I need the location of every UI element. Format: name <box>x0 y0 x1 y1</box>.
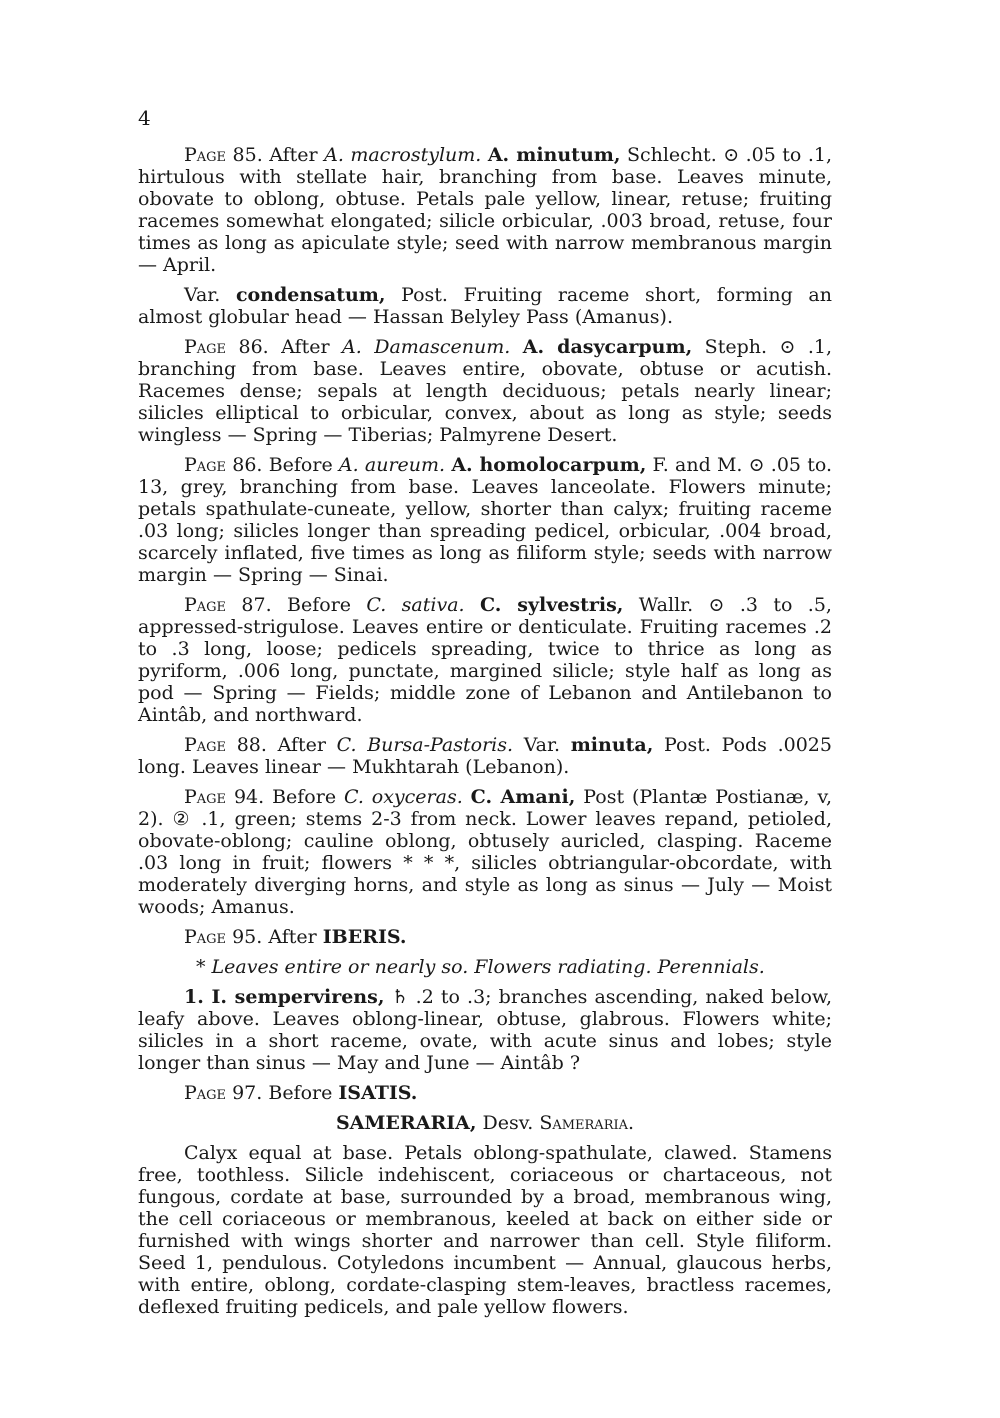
text-run: After <box>262 926 323 948</box>
paragraph-p11 <box>138 1082 832 1104</box>
text-run: ISATIS. <box>338 1082 418 1104</box>
text-run: Post. Pods .0025 long. Leaves linear — Mukhtarah (Lebanon). <box>138 734 832 778</box>
text-run: Page 87. <box>184 594 272 616</box>
text-run: Desv. <box>476 1112 540 1134</box>
text-run: Page 97. <box>184 1082 263 1104</box>
text-run <box>465 594 480 616</box>
text-run: C. Amani, <box>470 786 576 808</box>
paragraph-p8 <box>138 926 832 948</box>
text-run: Wallr. ⊙ .3 to .5, appressed-strigulose. Leaves entire or denticulate. Fruiting racemes .2 to .3 long, loose; pedicels spreading, twice to thrice as long as pyriform, .006 long, punctate, margined silicle; style half as long as pod — Spring — Fields; middle zone of Lebanon and Antilebanon to Aintâb, and northward. <box>138 594 832 726</box>
paragraph-p6 <box>138 734 832 778</box>
page-number: 4 <box>138 106 151 130</box>
text-run: Page 94. <box>184 786 265 808</box>
paragraph-p7 <box>138 786 832 918</box>
paragraph-p5 <box>138 594 832 726</box>
text-run: A. macrostylum. <box>324 144 482 166</box>
text-run: C. oxyceras. <box>343 786 463 808</box>
text-run: Before <box>262 454 339 476</box>
paragraph-p4 <box>138 454 832 586</box>
text-run: After <box>268 336 343 358</box>
text-run: IBERIS. <box>322 926 407 948</box>
text-run: A. aureum. <box>338 454 446 476</box>
paragraph-p3 <box>138 336 832 446</box>
text-run: F. and M. ⊙ .05 to. 13, grey, branching from base. Leaves lanceolate. Flowers minute; petals spathulate-cuneate, yellow, shorter than calyx; fruiting raceme .03 long; silicles longer than spreading pedicel, orbicular, .004 broad, scarcely inflated, five times as long as filiform style; seeds with narrow margin — Spring — Sinai. <box>138 454 833 586</box>
paragraph-p1 <box>138 144 832 276</box>
text-run: * Leaves entire or nearly so. Flowers radiating. Perennials. <box>196 956 765 978</box>
text-run: A. minutum, <box>487 144 621 166</box>
text-run: condensatum, <box>235 284 386 306</box>
paragraph-p12 <box>138 1112 832 1134</box>
text-run: C. Bursa-Pastoris. <box>336 734 514 756</box>
text-run <box>510 336 522 358</box>
text-run: Calyx equal at base. Petals oblong-spathulate, clawed. Stamens free, toothless. Silicle indehiscent, coriaceous or chartaceous, not fungous, cordate at base, surrounded by a broad, membranous wing, the cell coriaceous or membranous, keeled at back on either side or furnished with wings shorter and narrower than cell. Style filiform. Seed 1, pendulous. Cotyledons incumbent — Annual, glaucous herbs, with entire, oblong, cordate-clasping stem-leaves, bractless racemes, deflexed fruiting pedicels, and pale yellow flowers. <box>138 1142 832 1318</box>
text-run <box>463 786 471 808</box>
text-run: Post. Fruiting raceme short, forming an almost globular head — Hassan Belyley Pass (Amanus). <box>138 284 832 328</box>
text-run: Schlecht. ⊙ .05 to .1, hirtulous with stellate hair, branching from base. Leaves minute, obovate to oblong, obtuse. Petals pale yellow, linear, retuse; fruiting racemes somewhat elongated; silicle orbicular, .003 broad, retuse, four times as long as apiculate style; seed with narrow membranous margin — April. <box>138 144 833 276</box>
text-run: Var. <box>513 734 571 756</box>
text-run: A. dasycarpum, <box>522 336 693 358</box>
text-run: A. Damascenum. <box>342 336 511 358</box>
text-run: Page 86. <box>184 454 263 476</box>
text-run: C. sativa. <box>366 594 465 616</box>
text-run: Page 85. <box>184 144 263 166</box>
text-run: ♄ .2 to .3; branches ascending, naked below, leafy above. Leaves oblong-linear, obtuse, glabrous. Flowers white; silicles in a short raceme, ovate, with acute sinus and lobes; style longer than sinus — May and June — Aintâb ? <box>138 986 832 1074</box>
text-run: A. homolocarpum, <box>451 454 647 476</box>
text-run: After <box>262 144 325 166</box>
text-run: Steph. ⊙ .1, branching from base. Leaves entire, obovate, obtuse or acutish. Racemes dense; sepals at length deciduous; petals nearly linear; silicles elliptical to orbicular, convex, about as long as style; seeds wingless — Spring — Tiberias; Palmyrene Desert. <box>138 336 833 446</box>
text-run: C. sylvestris, <box>479 594 624 616</box>
paragraph-p2 <box>138 284 832 328</box>
text-run: minuta, <box>570 734 654 756</box>
text-run: Before <box>262 1082 339 1104</box>
text-run: Post (Plantæ Postianæ, v, 2). ② .1, green; stems 2-3 from neck. Lower leaves repand, petioled, obovate-oblong; cauline oblong, obtusely auricled, clasping. Raceme .03 long in fruit; flowers * * *, silicles obtriangular-obcordate, with moderately diverging horns, and style as long as sinus — July — Moist woods; Amanus. <box>138 786 832 918</box>
text-run: Sameraria. <box>539 1112 635 1134</box>
text-run: Page 86. <box>184 336 269 358</box>
text-run: Page 88. <box>184 734 267 756</box>
text-run: Before <box>271 594 367 616</box>
text-run: After <box>266 734 337 756</box>
text-run: Page 95. <box>184 926 263 948</box>
text-run: Before <box>264 786 344 808</box>
text-run: SAMERARIA, <box>335 1112 477 1134</box>
paragraph-p13 <box>138 1142 832 1318</box>
text-run: 1. I. sempervirens, <box>184 986 385 1008</box>
paragraph-p10 <box>138 986 832 1074</box>
paragraph-p9 <box>138 956 832 978</box>
page-body <box>138 144 832 1326</box>
text-run: Var. <box>184 284 236 306</box>
